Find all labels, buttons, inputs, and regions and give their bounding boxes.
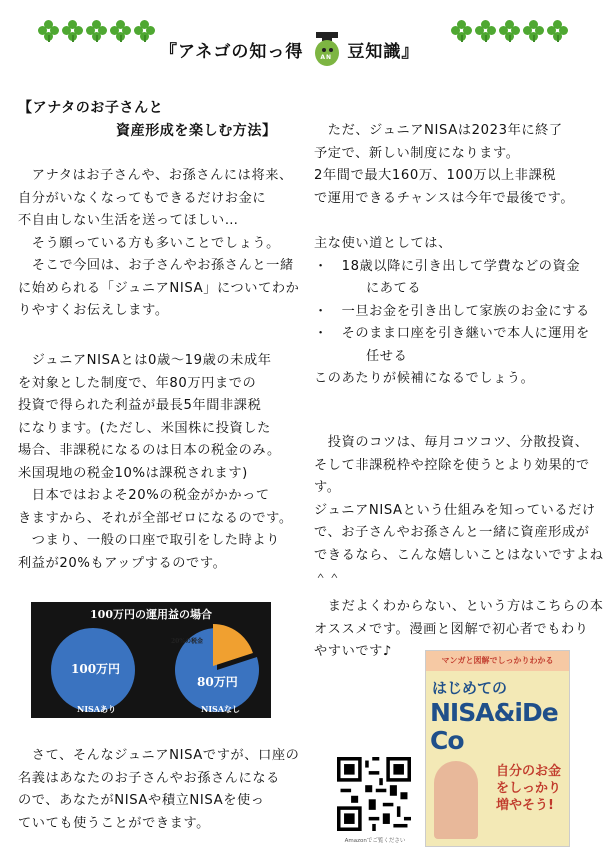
text-line: そこで今回は、お子さんやお孫さんと一緒 <box>18 258 294 273</box>
book-title: NISA&iDeCo <box>430 698 558 755</box>
text-line: まだよくわからない、という方はこちらの本 <box>314 599 604 614</box>
uses-intro: 主な使い道としては、 <box>314 236 452 251</box>
right-paragraph-2 <box>314 432 610 590</box>
slice-label-80: 80万円 <box>197 675 238 689</box>
text-line: 日本ではおよそ20%の税金がかかって <box>18 488 270 503</box>
title-right: 豆知識』 <box>347 41 420 62</box>
text-line: アナタはお子さんや、お孫さんには将来、 <box>18 168 293 183</box>
text-line: ただ、ジュニアNISAは2023年に終了 <box>314 123 563 138</box>
caption-nisa-ari: NISAあり <box>77 704 117 714</box>
text-line: 自分がいなくなってもできるだけお金に <box>18 190 267 206</box>
text-line: りやすくお伝えします。 <box>18 303 169 318</box>
text-line: になります。(ただし、米国株に投資した <box>18 420 271 436</box>
text-line: 予定で、新しい制度になります。 <box>314 145 520 161</box>
text-line: そして非課税枠や控除を使うとより効果的で <box>314 457 590 473</box>
right-uses-list <box>314 233 610 391</box>
text-line: やすいです♪ <box>314 644 392 659</box>
text-line: オススメです。漫画と図解で初心者でもわり <box>314 621 589 637</box>
bullet-item: ・ そのまま口座を引き継いで本人に運用を 任せる <box>314 326 590 364</box>
book-character-icon <box>434 761 478 839</box>
book-slogan: 自分のお金をしっかり増やそう! <box>496 764 562 813</box>
chart-svg <box>31 602 271 718</box>
text-line: を対象とした制度で、年80万円までの <box>18 375 257 391</box>
article-heading-line2: 資産形成を楽しむ方法】 <box>116 122 277 139</box>
text-line: 米国現地の税金10%は課税されます) <box>18 465 248 481</box>
nisa-pie-chart <box>31 602 271 718</box>
text-line: きますから、それが全部ゼロになるのです。 <box>18 510 293 526</box>
slice-label-tax: 20%の税金 <box>171 638 204 645</box>
text-line: 場合、非課税になるのは日本の税金のみ。 <box>18 443 281 458</box>
caption-nisa-nashi: NISAなし <box>201 704 241 714</box>
left-paragraph-1 <box>18 165 310 323</box>
slice-label-100: 100万円 <box>71 662 121 676</box>
left-paragraph-2 <box>18 350 310 575</box>
mascot-text: AN <box>320 54 332 61</box>
article-heading-line1: 【アナタのお子さんと <box>18 100 164 116</box>
text-line: 2年間で最大160万、100万以上非課税 <box>314 168 557 183</box>
text-line: に始められる「ジュニアNISA」についてわか <box>18 280 300 296</box>
right-paragraph-1 <box>314 120 610 210</box>
qr-code-image[interactable] <box>337 757 411 831</box>
chart-title: 100万円の運用益の場合 <box>90 608 212 621</box>
mascot-icon <box>313 32 341 66</box>
pie-tax-slice <box>213 624 253 666</box>
text-line: さて、そんなジュニアNISAですが、口座の <box>18 748 300 763</box>
text-line: 投資のコツは、毎月コツコツ、分散投資、 <box>314 435 589 450</box>
qr-caption: Amazonでご覧ください <box>344 838 406 844</box>
clover-decoration-left <box>38 20 156 50</box>
text-line: 投資で得られた利益が最長5年間非課税 <box>18 398 262 413</box>
left-paragraph-3 <box>18 745 310 835</box>
text-line: で、お子さんやお孫さんと一緒に資産形成が <box>314 525 590 540</box>
text-line: 名義はあなたのお子さんやお孫さんになる <box>18 770 280 786</box>
text-line: ジュニアNISAという仕組みを知っているだけ <box>314 502 596 518</box>
bullet-item: ・ 一旦お金を引き出して家族のお金にする <box>314 303 590 319</box>
clover-decoration-right <box>451 20 569 50</box>
text-line: できるなら、こんな嬉しいことはないですよね <box>314 547 604 563</box>
book-top-label: マンガと図解でしっかりわかる <box>426 651 569 671</box>
title-left: 『アネゴの知っ得 <box>160 41 304 62</box>
bullet-item: ・ 18歳以降に引き出して学費などの資金 にあてる <box>314 258 581 296</box>
page-title <box>160 32 460 66</box>
text-line: そう願っている方も多いことでしょう。 <box>18 235 280 251</box>
text-line: ていても使うことができます。 <box>18 815 210 831</box>
book-cover-image[interactable] <box>425 650 570 847</box>
uses-outro: このあたりが候補になるでしょう。 <box>314 371 535 386</box>
text-line: ジュニアNISAとは0歳～19歳の未成年 <box>18 353 272 368</box>
book-subtitle: はじめての <box>432 679 508 697</box>
text-line: ＾＾ <box>314 570 342 585</box>
text-line: つまり、一般の口座で取引をした時より <box>18 533 280 548</box>
text-line: ので、あなたがNISAや積立NISAを使っ <box>18 793 265 808</box>
text-line: 利益が20%もアップするのです。 <box>18 555 227 571</box>
text-line: で運用できるチャンスは今年で最後です。 <box>314 190 575 206</box>
text-line: す。 <box>314 480 341 495</box>
text-line: 不自由しない生活を送ってほしい… <box>18 213 239 228</box>
left-column <box>18 97 308 142</box>
